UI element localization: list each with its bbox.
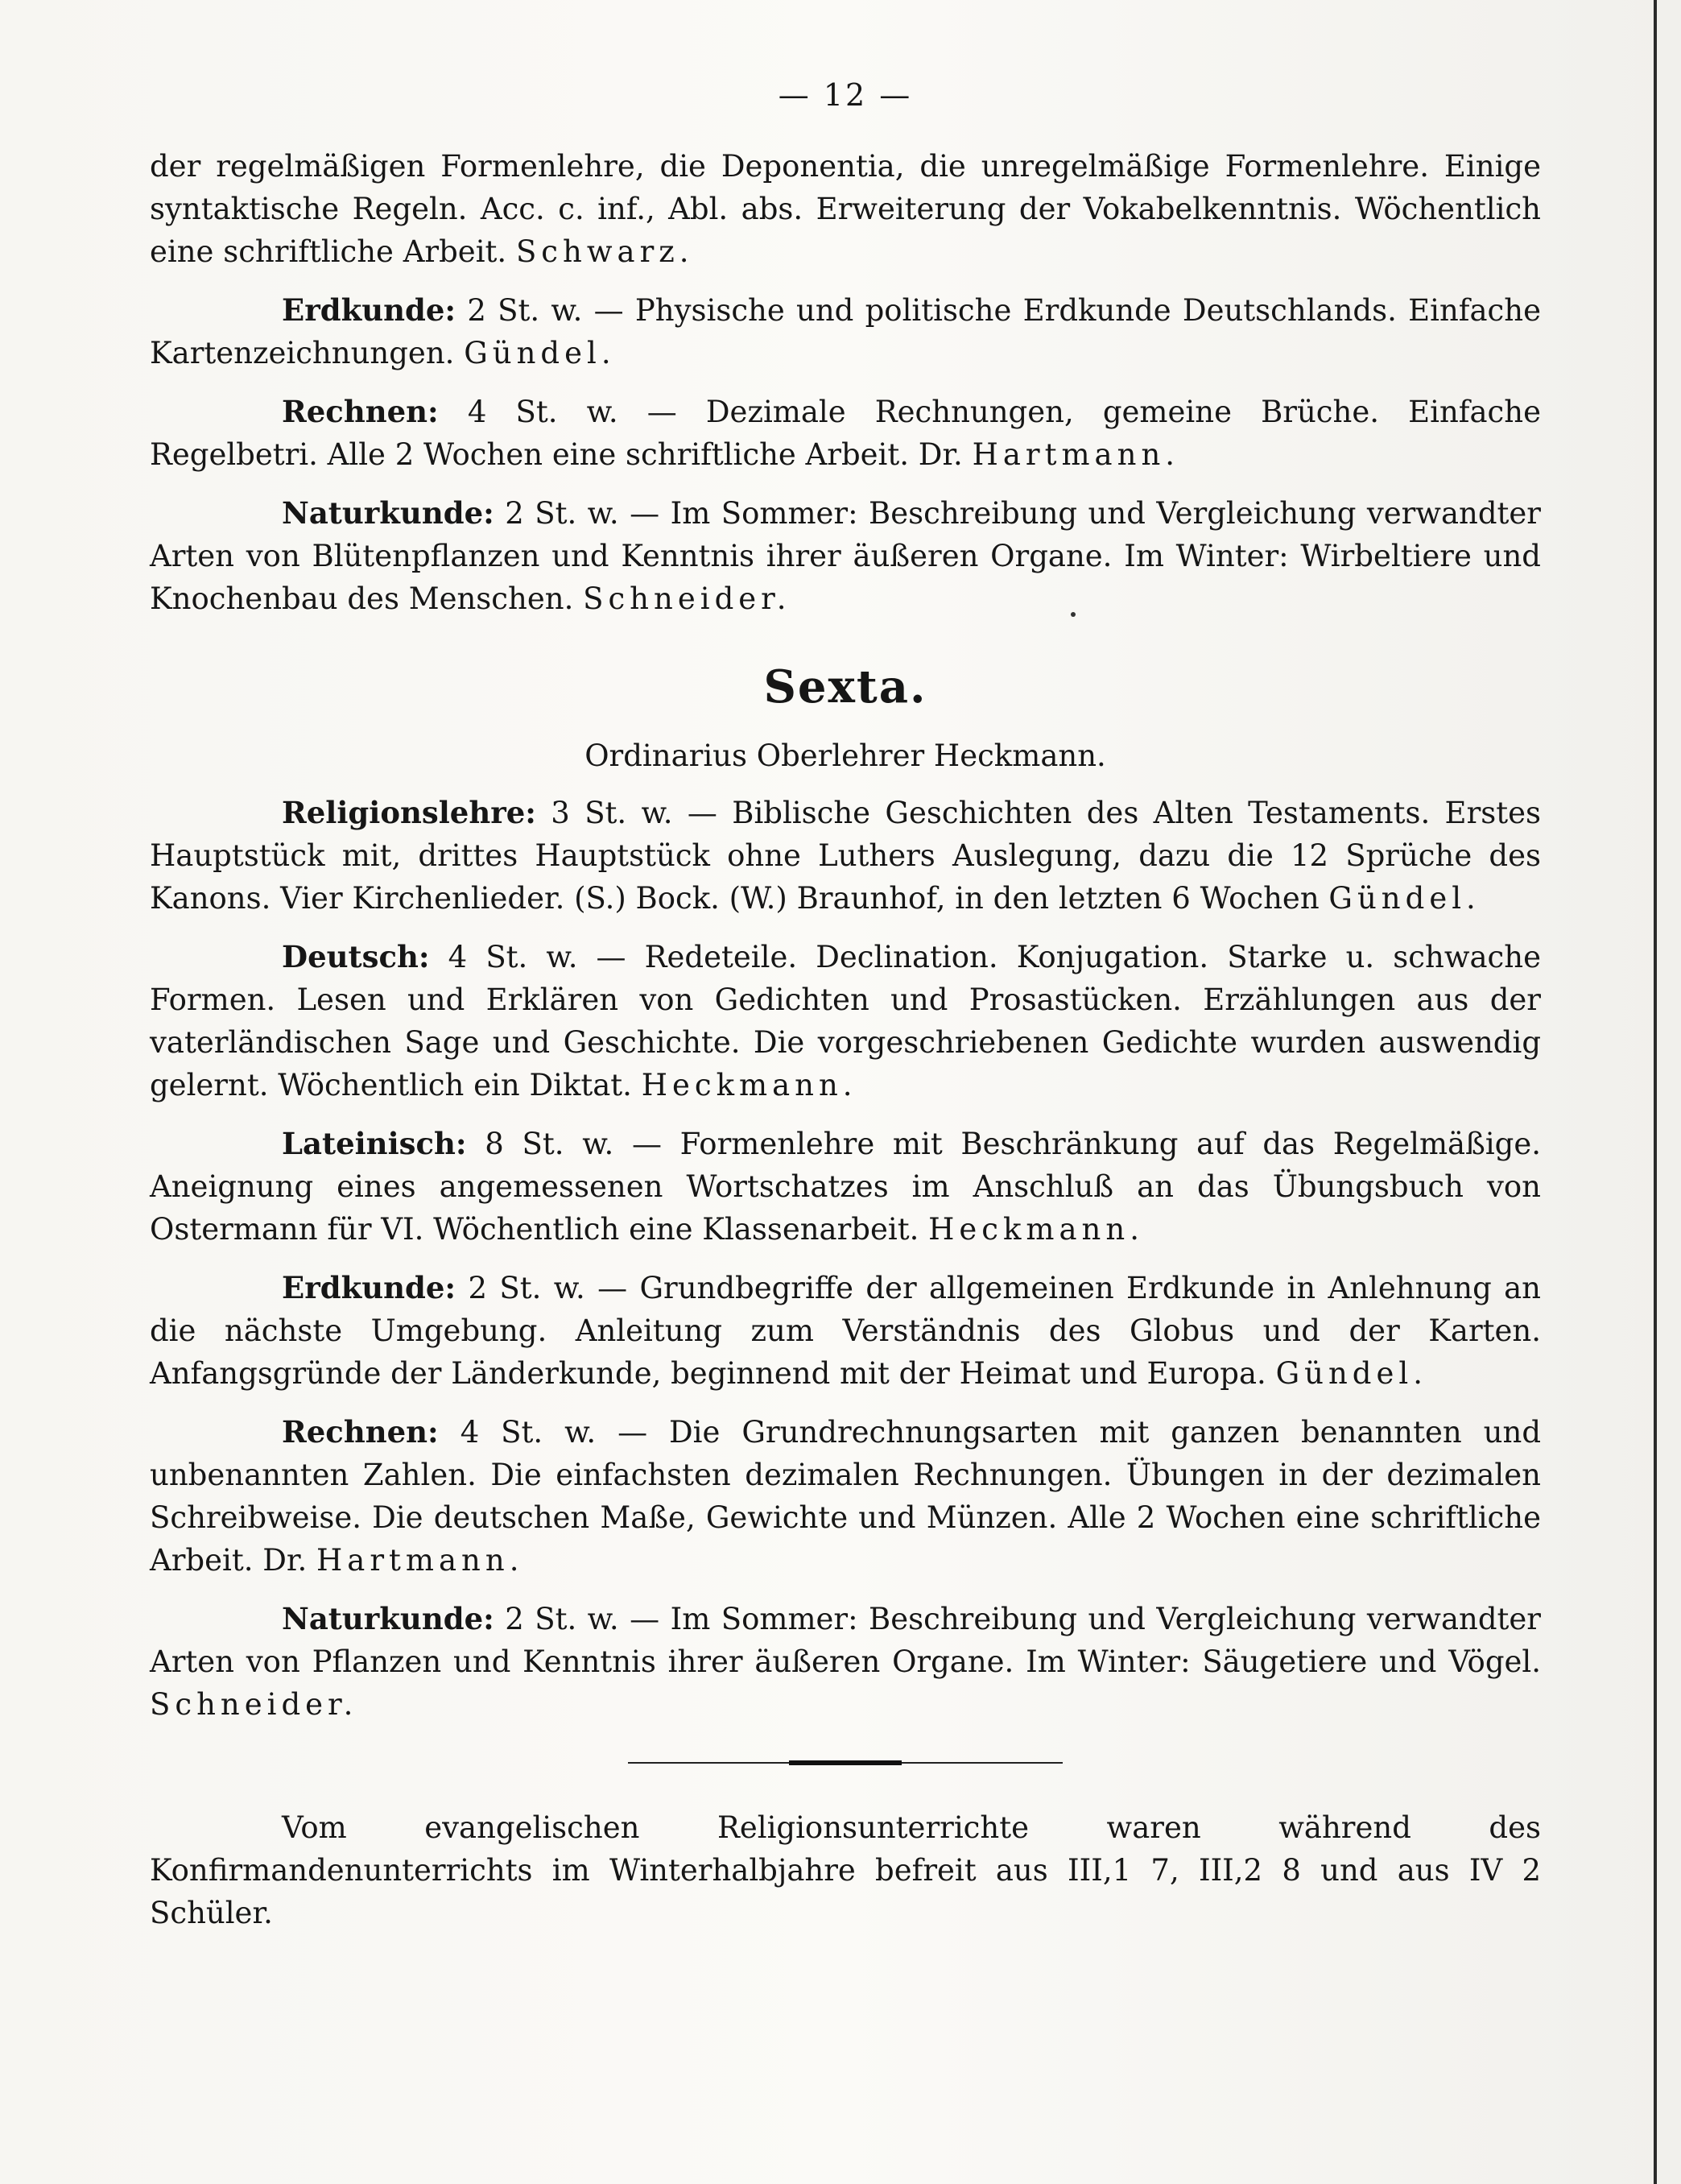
subject-label: Rechnen:	[282, 1414, 439, 1450]
paragraph-body: 8 St. w. — Formenlehre mit Beschränkung auf das Regelmäßige. Aneignung eines angemessenen Wortschatzes im Anschluß an das Übungsbuch von Ostermann für VI. Wöchentlich eine Klassenarbeit.	[150, 1127, 1542, 1247]
closing-note: Vom evangelischen Religionsunterrichte waren während des Konfirmandenunterrichts im Winterhalbjahre befreit aus III,1 7, III,2 8 und aus IV 2 Schüler.	[150, 1810, 1541, 1930]
teacher-name: Schwarz.	[515, 234, 694, 269]
page-number: — 12 —	[778, 77, 913, 113]
subject-label: Erdkunde:	[282, 292, 456, 328]
paragraph-body: 2 St. w. — Physische und politische Erdkunde Deutschlands. Einfache Kartenzeichnungen.	[150, 293, 1541, 370]
teacher-name: Hartmann.	[972, 437, 1180, 472]
subject-label: Deutsch:	[282, 939, 430, 974]
subject-label: Naturkunde:	[282, 495, 494, 531]
section-divider	[628, 1755, 1063, 1771]
page-edge-line	[1654, 0, 1657, 2184]
subject-paragraph-rechnen	[150, 391, 1541, 476]
subject-label: Rechnen:	[282, 394, 439, 429]
teacher-name: Schneider.	[583, 581, 791, 616]
subject-label: Lateinisch:	[282, 1126, 467, 1161]
teacher-name: Heckmann.	[641, 1068, 857, 1102]
teacher-name: Heckmann.	[928, 1212, 1144, 1247]
subject-paragraph-rechnen-sexta	[150, 1411, 1541, 1582]
teacher-name: Schneider.	[150, 1687, 358, 1722]
paragraph-body: 2 St. w. — Im Sommer: Beschreibung und Vergleichung verwandter Arten von Blütenpflanzen und Kenntnis ihrer äußeren Organe. Im Winter: Wirbeltiere und Knochenbau des Menschen.	[150, 496, 1541, 616]
section-ordinarius: Ordinarius Oberlehrer Heckmann.	[584, 738, 1106, 773]
subject-paragraph-deutsch	[150, 936, 1541, 1106]
paragraph-body: 4 St. w. — Redeteile. Declination. Konjugation. Starke u. schwache Formen. Lesen und Erklären von Gedichten und Prosastücken. Erzählungen aus der vaterländischen Sage und Geschichte. Die vorgeschriebenen Gedichte wurden auswendig gelernt. Wöchentlich ein Diktat.	[150, 940, 1542, 1102]
paragraph-body: 3 St. w. — Biblische Geschichten des Alten Testaments. Erstes Hauptstück mit, drittes Hauptstück ohne Luthers Auslegung, dazu die 12 Sprüche des Kanons. Vier Kirchenlieder. (S.) Bock. (W.) Braunhof, in den letzten 6 Wochen	[150, 796, 1541, 916]
subject-paragraph-lateinisch	[150, 1123, 1541, 1251]
teacher-name: Gündel.	[1328, 881, 1481, 916]
subject-paragraph-religionslehre	[150, 792, 1541, 920]
subject-paragraph-erdkunde	[150, 289, 1541, 374]
divider-thick-rule	[789, 1760, 902, 1765]
section-title: Sexta.	[763, 660, 927, 714]
teacher-name: Gündel.	[464, 336, 616, 370]
paragraph-body: 2 St. w. — Im Sommer: Beschreibung und Vergleichung verwandter Arten von Pflanzen und Kenntnis ihrer äußeren Organe. Im Winter: Säugetiere und Vögel.	[150, 1602, 1541, 1679]
continuation-paragraph	[150, 145, 1541, 273]
paragraph-body: 2 St. w. — Grundbegriffe der allgemeinen Erdkunde in Anlehnung an die nächste Umgebung. Anleitung zum Verständnis des Globus und der Karten. Anfangsgründe der Länderkunde, beginnend mit der Heimat und Europa.	[150, 1271, 1542, 1391]
subject-label: Erdkunde:	[282, 1270, 456, 1305]
subject-label: Religionslehre:	[282, 795, 536, 830]
paragraph-body: 4 St. w. — Dezimale Rechnungen, gemeine Brüche. Einfache Regelbetri. Alle 2 Wochen eine schriftliche Arbeit. Dr.	[150, 395, 1541, 472]
teacher-name: Hartmann.	[316, 1543, 524, 1578]
subject-paragraph-naturkunde	[150, 492, 1541, 620]
paragraph-body: der regelmäßigen Formenlehre, die Deponentia, die unregelmäßige Formenlehre. Einige syntaktische Regeln. Acc. c. inf., Abl. abs. Erweiterung der Vokabelkenntnis. Wöchentlich eine schriftliche Arbeit.	[150, 149, 1541, 269]
page-content	[150, 77, 1541, 1964]
teacher-name: Gündel.	[1275, 1356, 1427, 1391]
subject-paragraph-naturkunde-sexta	[150, 1598, 1541, 1726]
subject-paragraph-erdkunde-sexta	[150, 1267, 1541, 1395]
paragraph-body: 4 St. w. — Die Grundrechnungsarten mit ganzen benannten und unbenannten Zahlen. Die einfachsten dezimalen Rechnungen. Übungen in der dezimalen Schreibweise. Die deutschen Maße, Gewichte und Münzen. Alle 2 Wochen eine schriftliche Arbeit. Dr.	[150, 1415, 1541, 1578]
subject-label: Naturkunde:	[282, 1601, 494, 1636]
